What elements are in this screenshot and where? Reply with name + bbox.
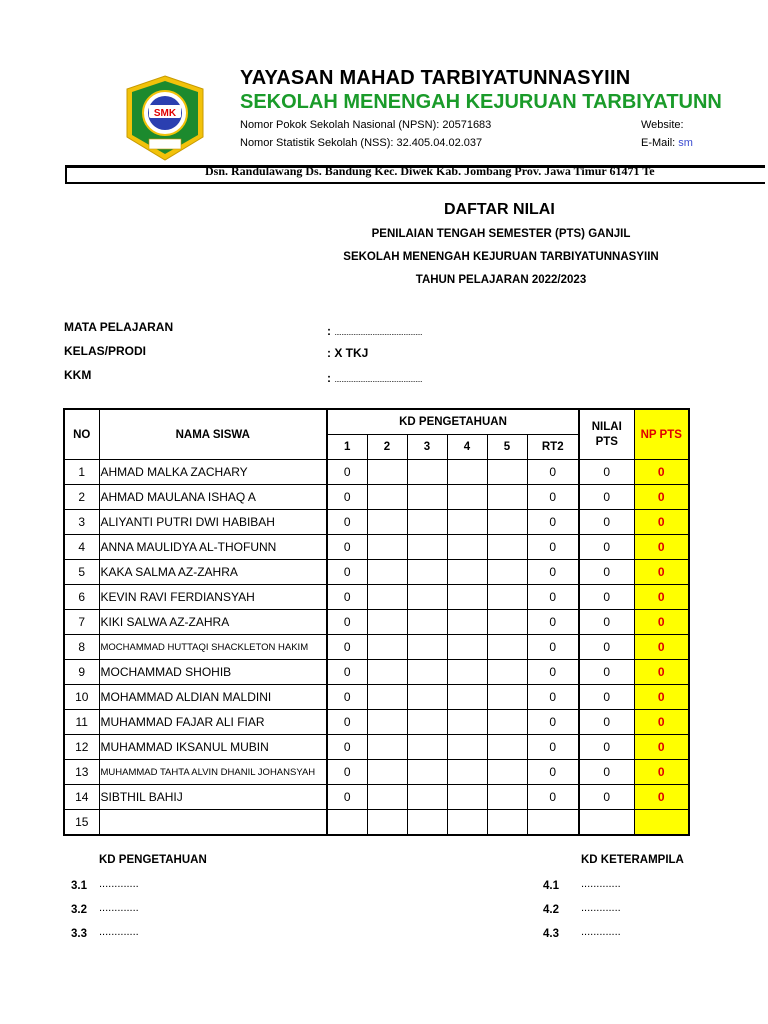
row-kd-4[interactable]: [447, 810, 487, 836]
row-kd-5[interactable]: [487, 610, 527, 635]
row-kd-2[interactable]: [367, 460, 407, 485]
org-name: YAYASAN MAHAD TARBIYATUNNASYIIN: [240, 67, 631, 89]
row-np-pts: 0: [634, 635, 689, 660]
row-student-name: KEVIN RAVI FERDIANSYAH: [99, 585, 327, 610]
row-no: 6: [64, 585, 99, 610]
row-nilai-pts[interactable]: 0: [579, 460, 634, 485]
row-nilai-pts[interactable]: 0: [579, 735, 634, 760]
row-np-pts: 0: [634, 460, 689, 485]
row-kd-1[interactable]: 0: [327, 485, 367, 510]
row-kd-4[interactable]: [447, 710, 487, 735]
row-kd-3[interactable]: [407, 460, 447, 485]
row-nilai-pts[interactable]: 0: [579, 610, 634, 635]
row-kd-4[interactable]: [447, 560, 487, 585]
table-row: [64, 560, 689, 585]
class-value[interactable]: : X TKJ: [327, 346, 369, 360]
subject-label: MATA PELAJARAN: [64, 320, 174, 334]
row-kd-5[interactable]: [487, 535, 527, 560]
subtitle-exam: PENILAIAN TENGAH SEMESTER (PTS) GANJIL: [371, 228, 631, 240]
row-np-pts: 0: [634, 610, 689, 635]
school-logo: [123, 75, 207, 161]
row-kd-3[interactable]: [407, 810, 447, 836]
row-rt2: 0: [527, 785, 579, 810]
row-kd-1[interactable]: 0: [327, 685, 367, 710]
row-np-pts: 0: [634, 685, 689, 710]
table-row: [64, 585, 689, 610]
row-rt2: 0: [527, 585, 579, 610]
row-nilai-pts[interactable]: 0: [579, 535, 634, 560]
row-kd-3[interactable]: [407, 485, 447, 510]
row-kd-4[interactable]: [447, 635, 487, 660]
row-nilai-pts[interactable]: 0: [579, 635, 634, 660]
row-no: 8: [64, 635, 99, 660]
row-np-pts: 0: [634, 785, 689, 810]
row-kd-3[interactable]: [407, 610, 447, 635]
row-kd-4[interactable]: [447, 510, 487, 535]
row-nilai-pts[interactable]: 0: [579, 685, 634, 710]
row-rt2: 0: [527, 535, 579, 560]
nss-text: Nomor Statistik Sekolah (NSS): 32.405.04.02.037: [240, 137, 483, 149]
school-name: SEKOLAH MENENGAH KEJURUAN TARBIYATUNN: [240, 91, 722, 113]
header-kd-3: 3: [407, 435, 447, 460]
row-np-pts: 0: [634, 710, 689, 735]
row-kd-4[interactable]: [447, 660, 487, 685]
row-kd-3[interactable]: [407, 560, 447, 585]
row-kd-2[interactable]: [367, 760, 407, 785]
row-rt2: 0: [527, 485, 579, 510]
row-kd-2[interactable]: [367, 735, 407, 760]
row-rt2: 0: [527, 760, 579, 785]
table-row: [64, 735, 689, 760]
header-no: NO: [64, 409, 99, 460]
row-no: 12: [64, 735, 99, 760]
row-kd-5[interactable]: [487, 785, 527, 810]
table-row: [64, 460, 689, 485]
row-no: 7: [64, 610, 99, 635]
kd-knowledge-title: KD PENGETAHUAN: [99, 854, 207, 866]
header-kd-rt2: RT2: [527, 435, 579, 460]
table-row: [64, 810, 689, 836]
header-kd-1: 1: [327, 435, 367, 460]
table-row: [64, 685, 689, 710]
row-np-pts: 0: [634, 735, 689, 760]
kd-skill-title: KD KETERAMPILA: [581, 854, 684, 866]
row-kd-2[interactable]: [367, 485, 407, 510]
row-kd-1[interactable]: 0: [327, 610, 367, 635]
row-rt2: 0: [527, 735, 579, 760]
header-kd-2: 2: [367, 435, 407, 460]
kd-skill-code: 4.3: [543, 928, 559, 940]
row-student-name: KAKA SALMA AZ-ZAHRA: [99, 560, 327, 585]
row-no: 9: [64, 660, 99, 685]
email-line: [641, 137, 693, 149]
row-rt2: 0: [527, 510, 579, 535]
row-kd-2[interactable]: [367, 635, 407, 660]
table-row: [64, 660, 689, 685]
header-nilai: NILAI: [591, 420, 622, 433]
row-kd-2[interactable]: [367, 560, 407, 585]
row-kd-4[interactable]: [447, 460, 487, 485]
row-student-name: MUHAMMAD TAHTA ALVIN DHANIL JOHANSYAH: [99, 760, 327, 785]
row-kd-3[interactable]: [407, 735, 447, 760]
header-nilai-pts: [579, 409, 634, 460]
row-kd-3[interactable]: [407, 585, 447, 610]
row-no: 10: [64, 685, 99, 710]
row-kd-5[interactable]: [487, 685, 527, 710]
row-kd-4[interactable]: [447, 535, 487, 560]
kkm-colon: :: [327, 371, 335, 385]
row-nilai-pts[interactable]: 0: [579, 485, 634, 510]
class-label: KELAS/PRODI: [64, 344, 147, 358]
row-no: 2: [64, 485, 99, 510]
row-kd-3[interactable]: [407, 535, 447, 560]
row-student-name: MUHAMMAD IKSANUL MUBIN: [99, 735, 327, 760]
npsn-text: Nomor Pokok Sekolah Nasional (NPSN): 20571683: [240, 119, 492, 131]
row-kd-2[interactable]: [367, 685, 407, 710]
row-kd-5[interactable]: [487, 710, 527, 735]
table-row: [64, 635, 689, 660]
row-kd-1[interactable]: 0: [327, 710, 367, 735]
kkm-value[interactable]: [327, 371, 422, 385]
row-kd-5[interactable]: [487, 660, 527, 685]
row-kd-1[interactable]: 0: [327, 660, 367, 685]
table-row: [64, 785, 689, 810]
kd-skill-code: 4.1: [543, 880, 559, 892]
row-kd-1[interactable]: 0: [327, 635, 367, 660]
row-nilai-pts[interactable]: [579, 810, 634, 836]
table-row: [64, 760, 689, 785]
header-pts: PTS: [595, 435, 618, 448]
row-no: 11: [64, 710, 99, 735]
row-kd-5[interactable]: [487, 760, 527, 785]
row-student-name: [99, 810, 327, 836]
row-kd-1[interactable]: [327, 810, 367, 836]
row-no: 1: [64, 460, 99, 485]
kd-knowledge-code: 3.3: [71, 928, 87, 940]
row-kd-4[interactable]: [447, 685, 487, 710]
row-kd-1[interactable]: 0: [327, 460, 367, 485]
kd-skill-description[interactable]: .............: [581, 902, 621, 914]
row-kd-5[interactable]: [487, 635, 527, 660]
row-kd-1[interactable]: 0: [327, 785, 367, 810]
row-no: 3: [64, 510, 99, 535]
row-kd-4[interactable]: [447, 760, 487, 785]
row-np-pts: 0: [634, 535, 689, 560]
row-np-pts: 0: [634, 760, 689, 785]
row-kd-3[interactable]: [407, 635, 447, 660]
logo-text: SMK: [153, 108, 177, 119]
row-np-pts: 0: [634, 560, 689, 585]
table-row: [64, 510, 689, 535]
row-kd-2[interactable]: [367, 585, 407, 610]
row-kd-5[interactable]: [487, 485, 527, 510]
row-nilai-pts[interactable]: 0: [579, 510, 634, 535]
school-address: Dsn. Randulawang Ds. Bandung Kec. Diwek Kab. Jombang Prov. Jawa Timur 61471 Te: [205, 164, 655, 178]
row-kd-2[interactable]: [367, 710, 407, 735]
row-rt2: 0: [527, 460, 579, 485]
subject-value[interactable]: [327, 324, 422, 338]
email-label: E-Mail:: [641, 137, 676, 149]
row-kd-2[interactable]: [367, 810, 407, 836]
kkm-dots: ...................................................: [334, 375, 423, 384]
row-kd-1[interactable]: 0: [327, 735, 367, 760]
row-kd-3[interactable]: [407, 510, 447, 535]
row-rt2: 0: [527, 685, 579, 710]
kd-knowledge-code: 3.2: [71, 904, 87, 916]
kd-skill-description[interactable]: .............: [581, 878, 621, 890]
row-rt2: [527, 810, 579, 836]
row-nilai-pts[interactable]: 0: [579, 660, 634, 685]
row-np-pts: 0: [634, 510, 689, 535]
row-kd-2[interactable]: [367, 610, 407, 635]
subject-dots: ...................................................: [334, 328, 423, 337]
row-kd-1[interactable]: 0: [327, 535, 367, 560]
row-student-name: KIKI SALWA AZ-ZAHRA: [99, 610, 327, 635]
row-student-name: MOCHAMMAD HUTTAQI SHACKLETON HAKIM: [99, 635, 327, 660]
kkm-label: KKM: [64, 368, 92, 382]
row-student-name: MUHAMMAD FAJAR ALI FIAR: [99, 710, 327, 735]
subtitle-year: TAHUN PELAJARAN 2022/2023: [415, 274, 587, 286]
kd-knowledge-description[interactable]: .............: [99, 902, 139, 914]
row-rt2: 0: [527, 610, 579, 635]
website-label: Website:: [641, 119, 684, 131]
row-kd-5[interactable]: [487, 735, 527, 760]
row-kd-5[interactable]: [487, 810, 527, 836]
row-kd-3[interactable]: [407, 660, 447, 685]
subtitle-school: SEKOLAH MENENGAH KEJURUAN TARBIYATUNNASYIIN: [343, 251, 659, 263]
row-kd-4[interactable]: [447, 785, 487, 810]
kd-knowledge-description[interactable]: .............: [99, 878, 139, 890]
row-student-name: AHMAD MALKA ZACHARY: [99, 460, 327, 485]
row-kd-3[interactable]: [407, 685, 447, 710]
subject-colon: :: [327, 324, 335, 338]
row-kd-3[interactable]: [407, 710, 447, 735]
table-row: [64, 485, 689, 510]
header-kd: KD PENGETAHUAN: [327, 409, 579, 435]
kd-knowledge-description[interactable]: .............: [99, 926, 139, 938]
row-kd-4[interactable]: [447, 585, 487, 610]
row-student-name: AHMAD MAULANA ISHAQ A: [99, 485, 327, 510]
header-kd-5: 5: [487, 435, 527, 460]
row-kd-5[interactable]: [487, 510, 527, 535]
row-student-name: MOHAMMAD ALDIAN MALDINI: [99, 685, 327, 710]
row-kd-2[interactable]: [367, 785, 407, 810]
row-no: 4: [64, 535, 99, 560]
row-student-name: ALIYANTI PUTRI DWI HABIBAH: [99, 510, 327, 535]
row-kd-4[interactable]: [447, 485, 487, 510]
row-rt2: 0: [527, 635, 579, 660]
row-nilai-pts[interactable]: 0: [579, 560, 634, 585]
header-row-1: [64, 409, 689, 435]
row-kd-2[interactable]: [367, 535, 407, 560]
row-kd-5[interactable]: [487, 585, 527, 610]
row-kd-3[interactable]: [407, 785, 447, 810]
grades-table: [63, 408, 690, 836]
row-np-pts: [634, 810, 689, 836]
row-nilai-pts[interactable]: 0: [579, 760, 634, 785]
header-np-pts: NP PTS: [634, 409, 689, 460]
row-kd-1[interactable]: 0: [327, 510, 367, 535]
row-rt2: 0: [527, 560, 579, 585]
row-nilai-pts[interactable]: 0: [579, 710, 634, 735]
email-link[interactable]: sm: [678, 137, 693, 149]
header-kd-4: 4: [447, 435, 487, 460]
row-rt2: 0: [527, 710, 579, 735]
row-no: 15: [64, 810, 99, 836]
kd-skill-description[interactable]: .............: [581, 926, 621, 938]
kd-skill-code: 4.2: [543, 904, 559, 916]
row-kd-2[interactable]: [367, 660, 407, 685]
row-kd-2[interactable]: [367, 510, 407, 535]
table-row: [64, 710, 689, 735]
row-kd-5[interactable]: [487, 560, 527, 585]
row-nilai-pts[interactable]: 0: [579, 585, 634, 610]
row-np-pts: 0: [634, 485, 689, 510]
row-no: 14: [64, 785, 99, 810]
row-student-name: MOCHAMMAD SHOHIB: [99, 660, 327, 685]
row-kd-1[interactable]: 0: [327, 760, 367, 785]
row-kd-1[interactable]: 0: [327, 585, 367, 610]
row-no: 5: [64, 560, 99, 585]
row-rt2: 0: [527, 660, 579, 685]
row-kd-1[interactable]: 0: [327, 560, 367, 585]
document-title: DAFTAR NILAI: [444, 201, 555, 218]
row-nilai-pts[interactable]: 0: [579, 785, 634, 810]
row-student-name: ANNA MAULIDYA AL-THOFUNN: [99, 535, 327, 560]
table-row: [64, 535, 689, 560]
row-np-pts: 0: [634, 660, 689, 685]
row-kd-4[interactable]: [447, 735, 487, 760]
row-kd-4[interactable]: [447, 610, 487, 635]
row-np-pts: 0: [634, 585, 689, 610]
row-kd-5[interactable]: [487, 460, 527, 485]
kd-knowledge-code: 3.1: [71, 880, 87, 892]
row-student-name: SIBTHIL BAHIJ: [99, 785, 327, 810]
row-kd-3[interactable]: [407, 760, 447, 785]
row-no: 13: [64, 760, 99, 785]
table-row: [64, 610, 689, 635]
header-name: NAMA SISWA: [99, 409, 327, 460]
